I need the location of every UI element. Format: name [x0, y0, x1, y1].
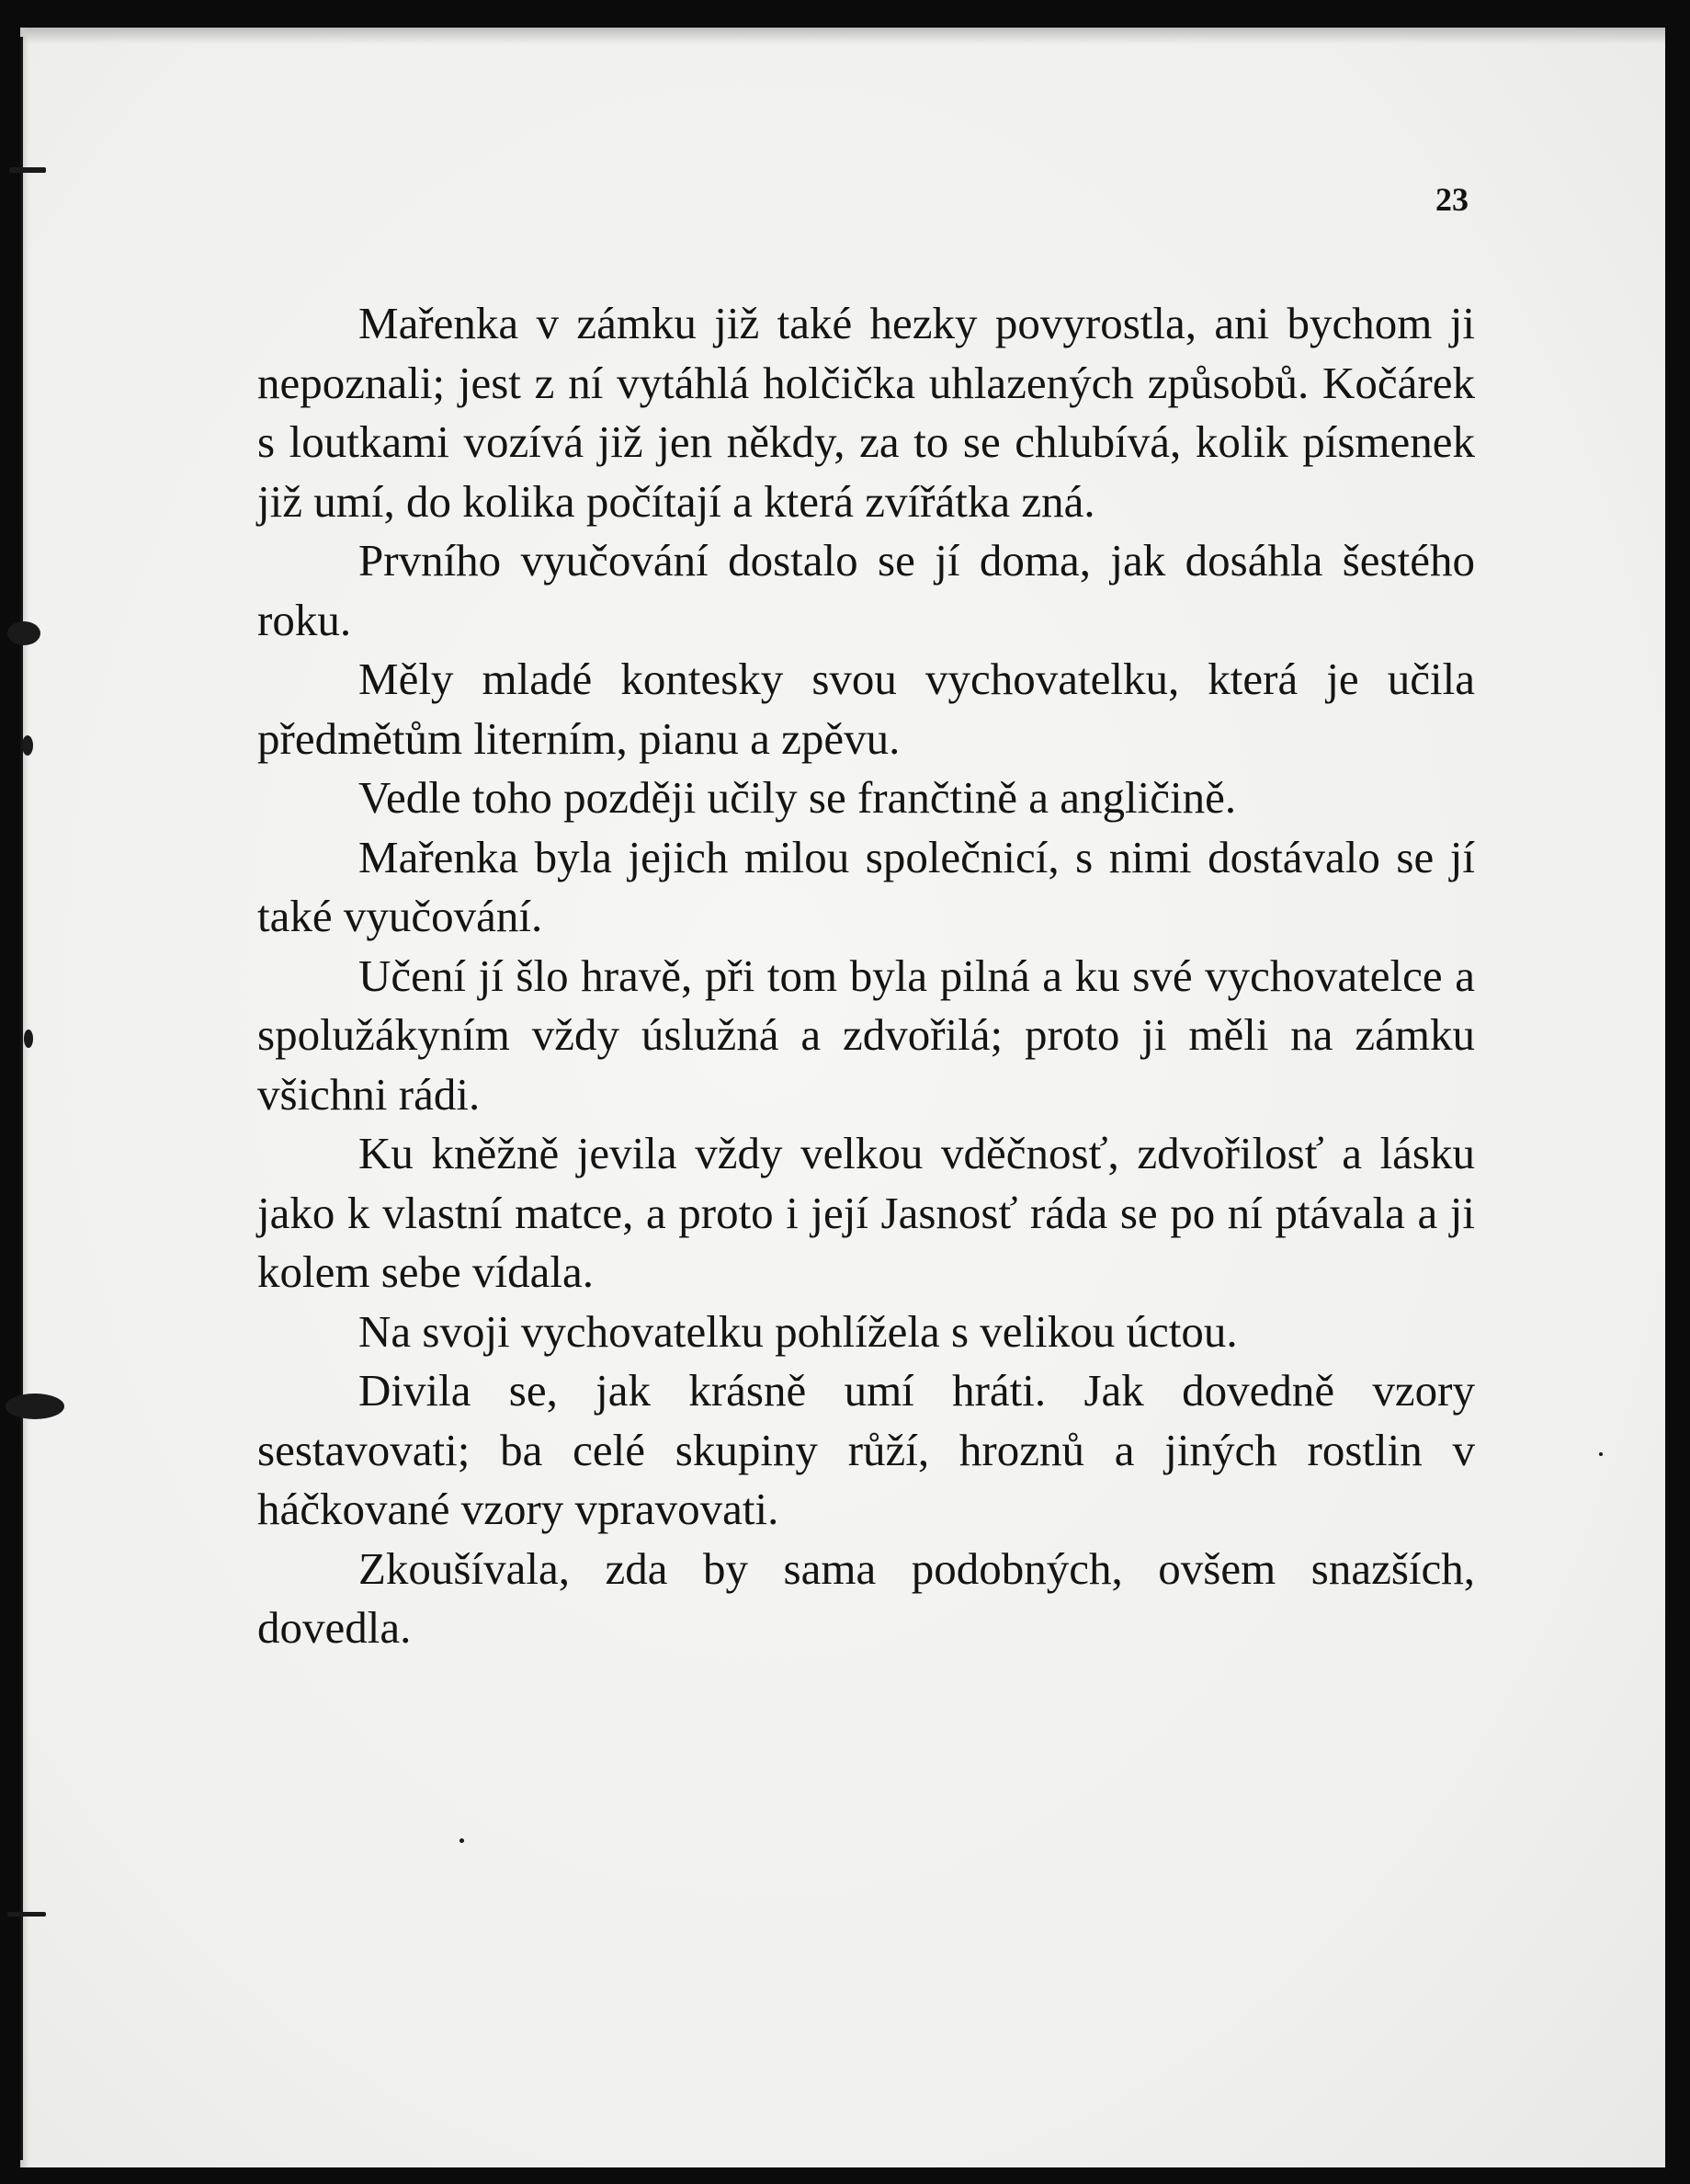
paragraph: Divila se, jak krásně umí hráti. Jak dovedně vzory sestavovati; ba celé skupiny růží, hroznů a jiných rostlin v háčkované vzory vpravovati. [257, 1365, 1475, 1534]
binding-speck [24, 1029, 33, 1048]
binding-speck [7, 1912, 46, 1917]
binding-speck [9, 167, 46, 173]
paragraph: Ku kněžně jevila vždy velkou vděčnosť, zdvořilosť a lásku jako k vlastní matce, a proto i její Jasnosť ráda se po ní ptávala a ji kolem sebe vídala. [257, 1128, 1475, 1297]
paragraph: Vedle toho později učily se frančtině a angličině. [358, 772, 1237, 823]
paragraph: Učení jí šlo hravě, při tom byla pilná a ku své vychovatelce a spolužákyním vždy úslužná a zdvořilá; proto ji měli na zámku všichni rádi. [257, 950, 1475, 1120]
paragraph: Mařenka v zámku již také hezky povyrostla, ani bychom ji nepoznali; jest z ní vytáhlá holčička uhlazených způsobů. Kočárek s loutkami vozívá již jen někdy, za to se chlubívá, kolik písmenek již umí, do kolika počítají a která zvířátka zná. [257, 298, 1475, 527]
paragraph: Na svoji vychovatelku pohlížela s velikou úctou. [358, 1305, 1238, 1357]
binding-edge [20, 37, 23, 2160]
paper-speck [1599, 1452, 1603, 1456]
top-edge-shadow [20, 28, 1665, 44]
body-text [257, 294, 1475, 1658]
paragraph: Mařenka byla jejich milou společnicí, s nimi dostávalo se jí také vyučování. [257, 831, 1475, 941]
binding-speck [7, 621, 40, 645]
binding-speck [6, 1393, 64, 1419]
paragraph: Prvního vyučování dostalo se jí doma, jak dosáhla šestého roku. [257, 535, 1475, 645]
paragraph: Měly mladé kontesky svou vychovatelku, která je učila předmětům literním, pianu a zpěvu. [257, 654, 1475, 764]
paragraph: Zkoušívala, zda by sama podobných, ovšem snazších, dovedla. [257, 1542, 1475, 1653]
binding-speck [22, 735, 33, 756]
page-number: 23 [1435, 181, 1469, 218]
paper-speck [459, 1838, 464, 1843]
